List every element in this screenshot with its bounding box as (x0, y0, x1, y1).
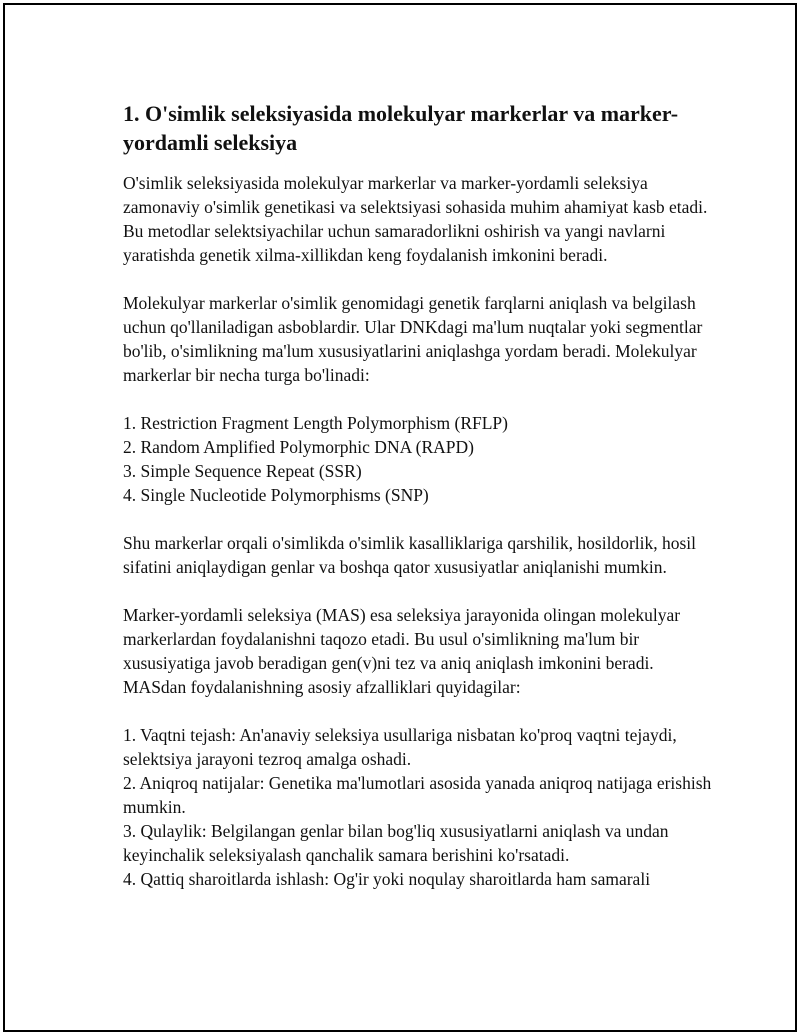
list-item: 3. Qulaylik: Belgilangan genlar bilan bog'liq xususiyatlarni aniqlash va undan keyinchalik seleksiyalash qanchalik samara berishini ko'rsatadi. (123, 821, 669, 865)
marker-types-list (123, 411, 713, 507)
list-item: 2. Random Amplified Polymorphic DNA (RAPD) (123, 437, 474, 457)
list-item: 2. Aniqroq natijalar: Genetika ma'lumotlari asosida yanada aniqroq natijaga erishish mumkin. (123, 773, 712, 817)
list-item: 1. Restriction Fragment Length Polymorphism (RFLP) (123, 413, 508, 433)
markers-intro-paragraph: Molekulyar markerlar o'simlik genomidagi genetik farqlarni aniqlash va belgilash uchun qo'llaniladigan asboblardir. Ular DNKdagi ma'lum nuqtalar yoki segmentlar bo'lib, o'simlikning ma'lum xususiyatlarini aniqlashga yordam beradi. Molekulyar markerlar bir necha turga bo'linadi: (123, 293, 703, 385)
mas-advantages-list (123, 723, 713, 891)
document-body (123, 99, 713, 915)
intro-paragraph: O'simlik seleksiyasida molekulyar markerlar va marker-yordamli seleksiya zamonaviy o'simlik genetikasi va selektsiyasi sohasida muhim ahamiyat kasb etadi. Bu metodlar selektsiyachilar uchun samaradorlikni oshirish va yangi navlarni yaratishda genetik xilma-xillikdan keng foydalanish imkonini beradi. (123, 173, 708, 265)
mas-intro-paragraph: Marker-yordamli seleksiya (MAS) esa seleksiya jarayonida olingan molekulyar markerlardan foydalanishni taqozo etadi. Bu usul o'simlikning ma'lum bir xususiyatiga javob beradigan gen(v)ni tez va aniq aniqlash imkonini beradi. MASdan foydalanishning asosiy afzalliklari quyidagilar: (123, 605, 681, 697)
list-item: 1. Vaqtni tejash: An'anaviy seleksiya usullariga nisbatan ko'proq vaqtni tejaydi, selektsiya jarayoni tezroq amalga oshadi. (123, 725, 677, 769)
markers-use-paragraph: Shu markerlar orqali o'simlikda o'simlik kasalliklariga qarshilik, hosildorlik, hosil sifatini aniqlaydigan genlar va boshqa qator xususiyatlar aniqlanishi mumkin. (123, 533, 697, 577)
document-title: 1. O'simlik seleksiyasida molekulyar markerlar va marker-yordamli seleksiya (123, 101, 679, 155)
list-item: 3. Simple Sequence Repeat (SSR) (123, 461, 362, 481)
page-frame (3, 3, 797, 1032)
list-item: 4. Single Nucleotide Polymorphisms (SNP) (123, 485, 429, 505)
list-item: 4. Qattiq sharoitlarda ishlash: Og'ir yoki noqulay sharoitlarda ham samarali (123, 869, 651, 889)
